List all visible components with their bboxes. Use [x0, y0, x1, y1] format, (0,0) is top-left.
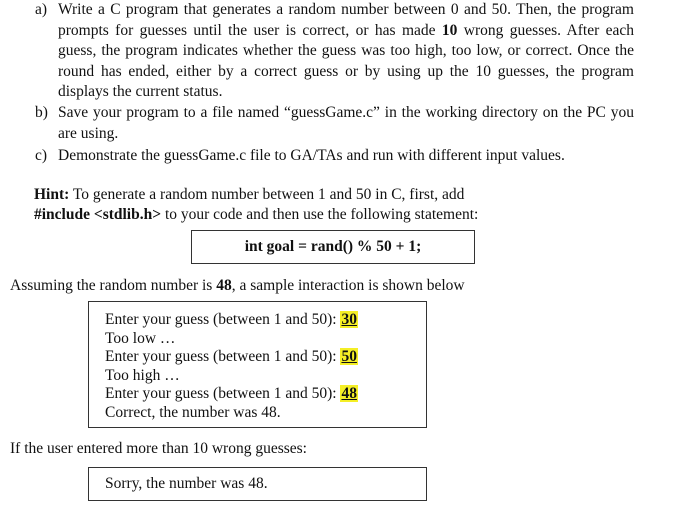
item-b-line-2: are using. [58, 124, 119, 142]
sample-response-3: Correct, the number was 48. [105, 403, 281, 421]
assume-line [10, 276, 465, 297]
prompt-text: Enter your guess (between 1 and 50): [105, 385, 337, 402]
sample-prompt-3 [105, 385, 426, 404]
sorry-message: Sorry, the number was 48. [105, 475, 268, 492]
item-a-line-5: displays the current status. [58, 83, 223, 100]
include-directive: #include <stdlib.h> [34, 206, 162, 223]
item-a-line-2 [58, 21, 634, 42]
item-a-line-3: guess, the program indicates whether the guess was too high, too low, or correct. Once the [58, 42, 634, 59]
assume-prefix: Assuming the random number is [10, 277, 213, 294]
max-guesses: 10 [441, 21, 458, 39]
hint-label: Hint: [34, 186, 70, 203]
item-b-line-1: Save your program to a file named “guessGame.c” in the working directory on the PC you [58, 104, 634, 121]
assume-suffix: , a sample interaction is shown below [231, 277, 465, 294]
guess-value: 48 [341, 385, 357, 402]
sample-response-2: Too high … [105, 366, 180, 384]
item-a-text [58, 0, 634, 103]
sample-interaction-box [88, 301, 427, 428]
guess-value: 50 [341, 348, 357, 365]
prompt-text: Enter your guess (between 1 and 50): [105, 348, 337, 365]
item-a-line-2-start: prompts for guesses until the user is correct, or has made [58, 21, 436, 39]
item-a-line-4: round has ended, either by a correct guess or by using up the 10 guesses, the program [58, 62, 634, 80]
item-a-line-2-tail: wrong guesses. After each [463, 21, 634, 39]
hint-line-2 [34, 205, 478, 226]
hint-line-1 [34, 185, 464, 206]
sample-prompt-1 [105, 311, 426, 330]
item-b-label: b) [35, 104, 48, 121]
sorry-message-box [88, 467, 427, 501]
guess-value: 30 [341, 311, 357, 328]
hint-text: To generate a random number between 1 and 50 in C, first, add [72, 186, 465, 203]
prompt-text: Enter your guess (between 1 and 50): [105, 311, 337, 328]
statement-box [191, 230, 475, 264]
item-c-text [58, 146, 634, 167]
item-c-line-1: Demonstrate the guessGame.c file to GA/TAs and run with different input values. [58, 147, 565, 164]
item-a-line-1: Write a C program that generates a random number between 0 and 50. Then, the program [58, 1, 634, 18]
item-b-text [58, 103, 634, 144]
assume-number: 48 [216, 277, 232, 294]
item-a-label: a) [35, 1, 48, 18]
sample-response-1: Too low … [105, 329, 176, 347]
statement-code: int goal = rand() % 50 + 1; [244, 238, 422, 255]
hint-text-2: to your code and then use the following statement: [164, 206, 479, 223]
item-c-label: c) [35, 147, 48, 164]
sample-prompt-2 [105, 348, 426, 367]
wrong-guesses-intro: If the user entered more than 10 wrong guesses: [10, 440, 307, 457]
